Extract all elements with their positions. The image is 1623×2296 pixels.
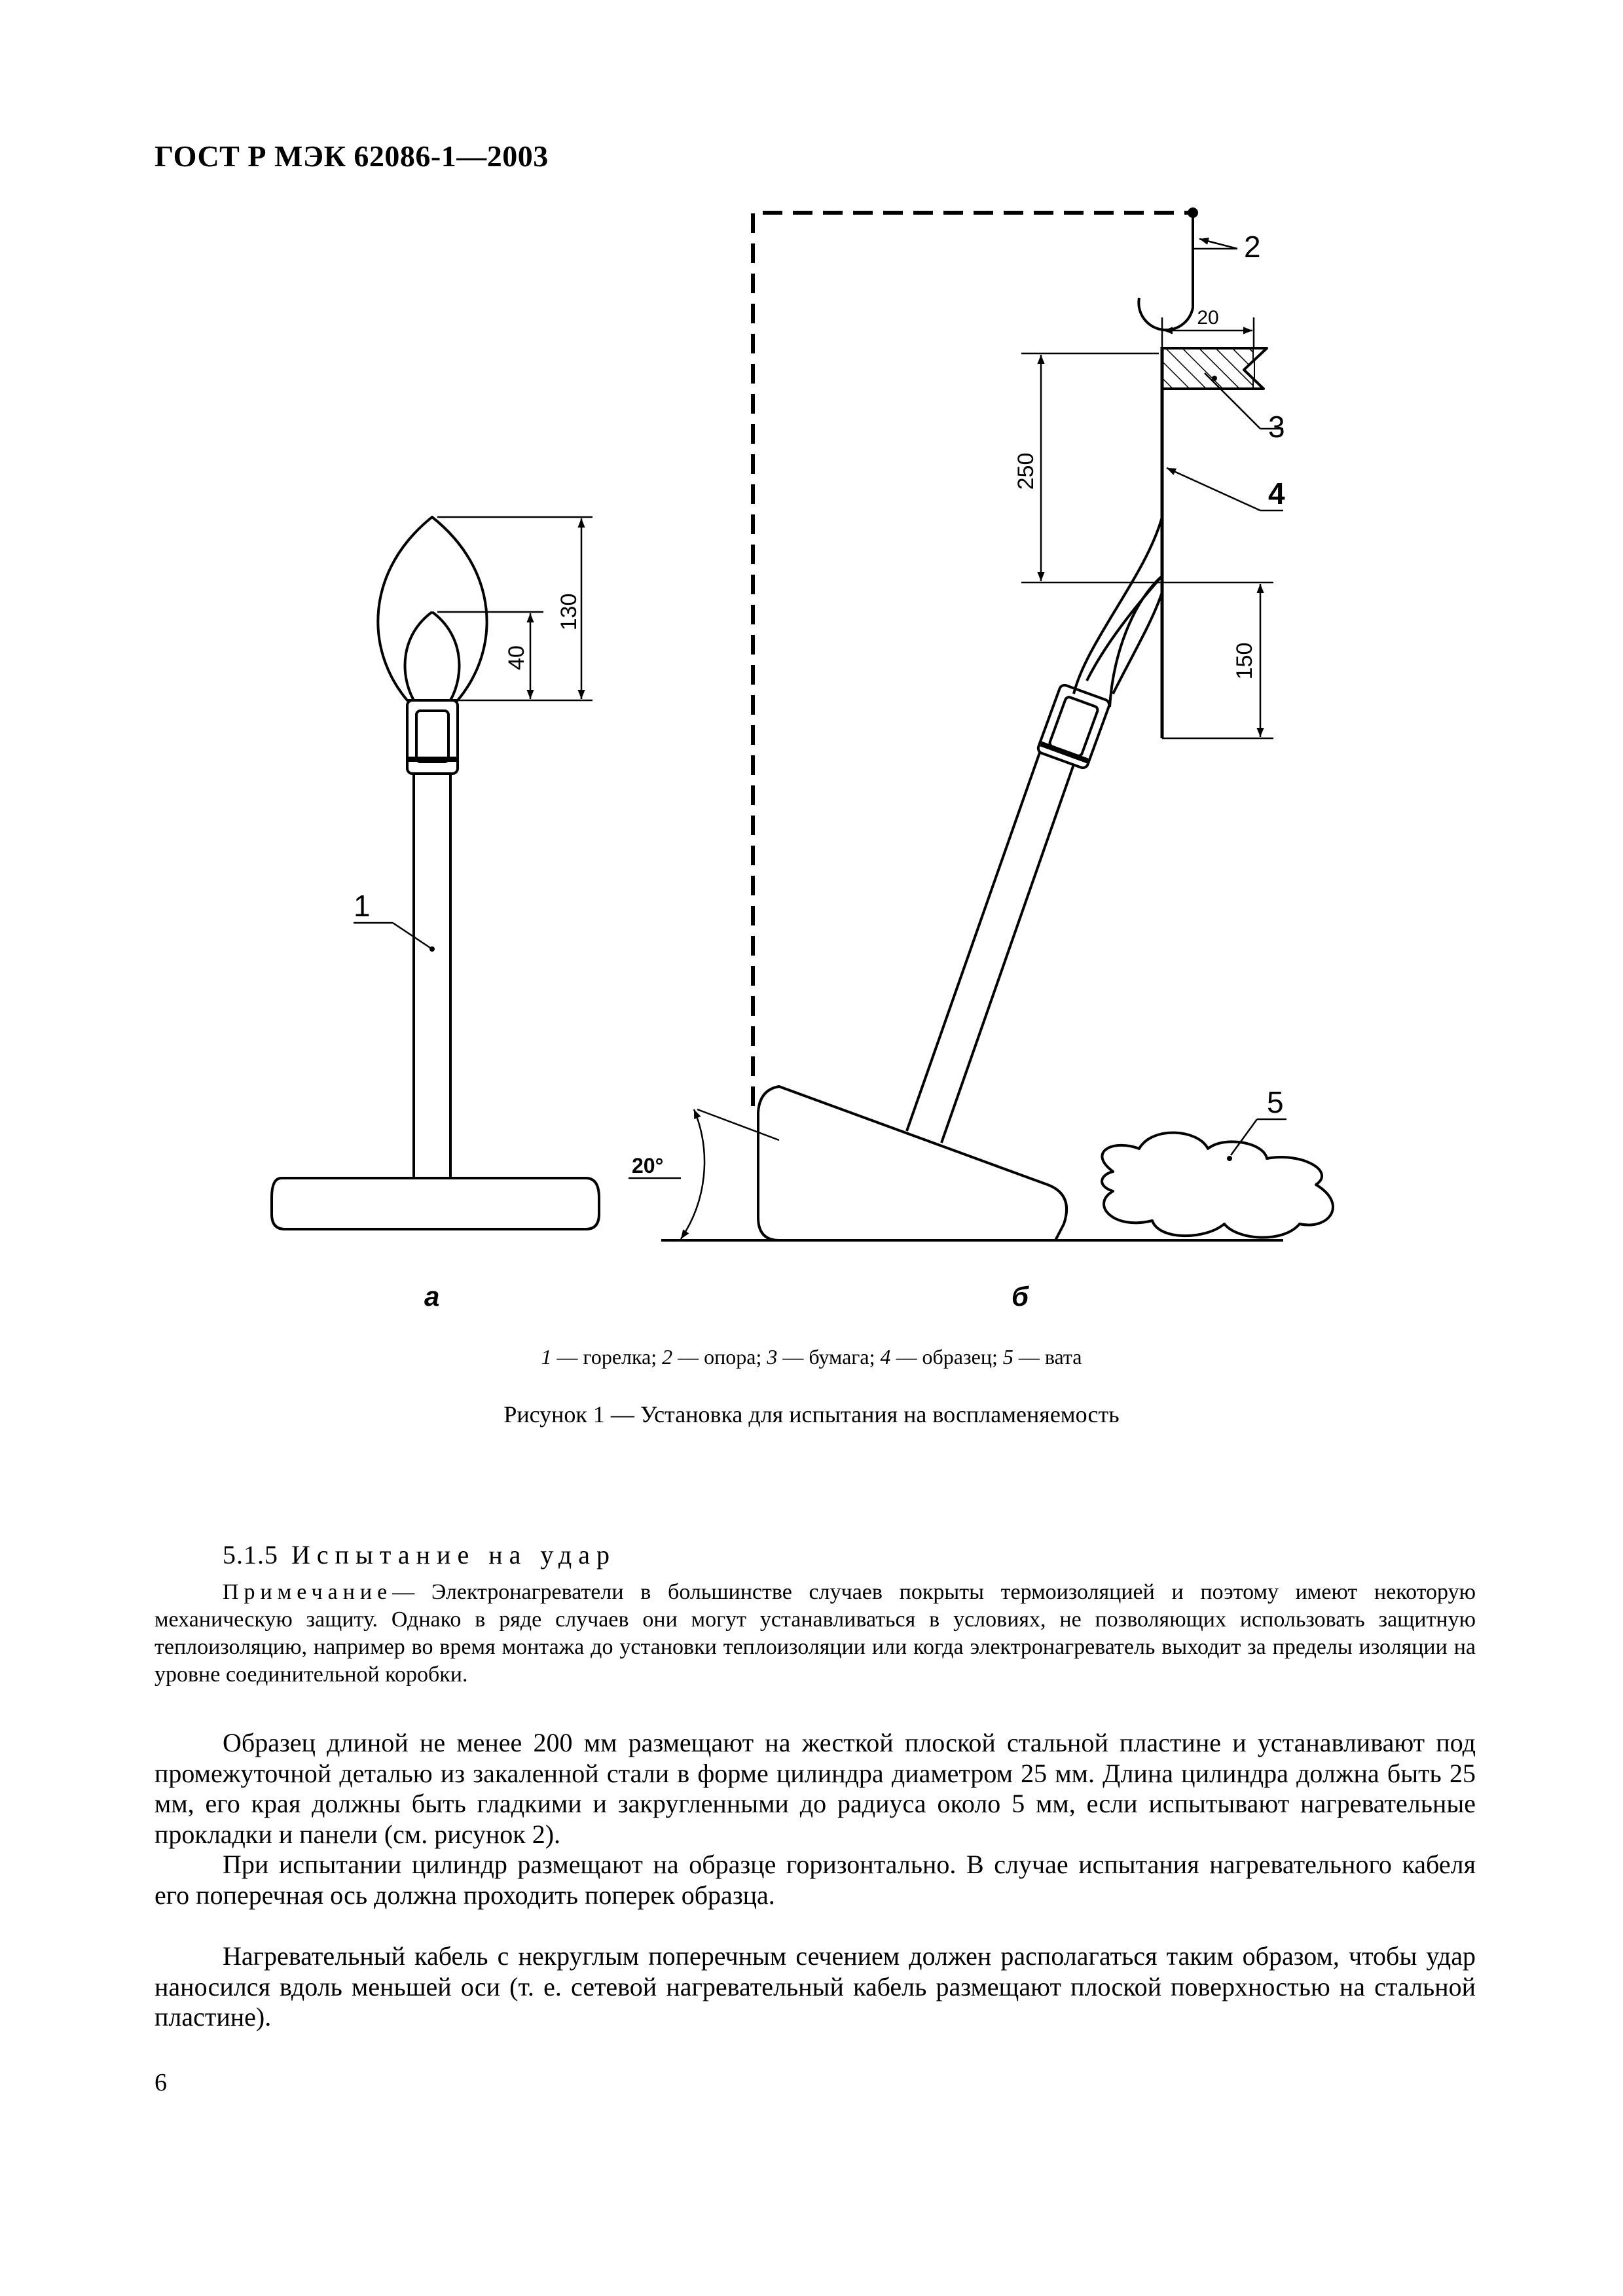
- legend-5-num: 5: [1002, 1345, 1013, 1369]
- dim-angle: 20°: [632, 1154, 664, 1177]
- paper-piece: [1162, 348, 1254, 389]
- callout-5: 5: [1267, 1085, 1284, 1119]
- callout-1: 1: [354, 889, 371, 923]
- standard-header: ГОСТ Р МЭК 62086-1—2003: [155, 139, 549, 173]
- outer-flame: [378, 517, 486, 700]
- inner-flame: [405, 612, 460, 700]
- legend-5-text: — вата: [1018, 1345, 1082, 1369]
- support-hook: [1139, 216, 1193, 330]
- label-b: б: [1012, 1281, 1029, 1312]
- legend-2-num: 2: [662, 1345, 673, 1369]
- legend-2-text: — опора;: [678, 1345, 762, 1369]
- legend-4-num: 4: [880, 1345, 891, 1369]
- note-text: — Электронагреватели в большинстве случаев покрыты термоизоляцией и поэтому имеют некоторую механическую защиту. Однако в ряде случаев они могут устанавливаться в условиях, не позволяющих использовать защитную теплоизоляцию, например во время монтажа до установки теплоизоляции или когда электронагреватель выходит за пределы изоляции на уровне соединительной коробки.: [155, 1580, 1476, 1687]
- support-frame: [753, 213, 1188, 1106]
- cotton-wool: [1102, 1133, 1333, 1238]
- section-title: Испытание на удар: [291, 1540, 616, 1570]
- page-number: 6: [155, 2069, 167, 2096]
- section-heading: [223, 1539, 616, 1570]
- callout-2: 2: [1244, 230, 1261, 264]
- dim-130: 130: [556, 593, 581, 631]
- legend-1-text: — горелка;: [556, 1345, 657, 1369]
- section-note: [155, 1579, 1476, 1689]
- legend-3-num: 3: [767, 1345, 778, 1369]
- dim-40: 40: [504, 645, 529, 670]
- callout-3: 3: [1268, 410, 1285, 444]
- paragraph-3: Нагревательный кабель с некруглым поперечным сечением должен располагаться таким образом, чтобы удар наносился вдоль меньшей оси (т. е. сетевой нагревательный кабель размещают плоской поверхностью на стальной пластине).: [155, 1941, 1476, 2032]
- label-a: а: [424, 1281, 440, 1312]
- callout-4: 4: [1268, 476, 1285, 511]
- figure-caption: Рисунок 1 — Установка для испытания на воспламеняемость: [503, 1401, 1120, 1427]
- paragraph-2: При испытании цилиндр размещают на образце горизонтально. В случае испытания нагревательного кабеля его поперечная ось должна проходить поперек образца.: [155, 1850, 1476, 1910]
- burner-base: [272, 1178, 599, 1229]
- dimensions-a: [354, 517, 593, 948]
- burner-a: [272, 517, 599, 1229]
- burner-tilted: [758, 517, 1162, 1240]
- burner-tilted-base: [758, 1086, 1067, 1240]
- dim-20: 20: [1197, 307, 1219, 329]
- legend-3-text: — бумага;: [782, 1345, 875, 1369]
- note-label: Примечание: [223, 1580, 393, 1604]
- legend-4-text: — образец;: [896, 1345, 998, 1369]
- paragraph-1: Образец длиной не менее 200 мм размещают на жесткой плоской стальной пластине и устанавливают под промежуточной деталью из закаленной стали в форме цилиндра диаметром 25 мм. Длина цилиндра должна быть 25 мм, его края должны быть гладкими и закругленными до радиуса около 5 мм, если испытывают нагревательные прокладки и панели (см. рисунок 2).: [155, 1728, 1476, 1849]
- dim-150: 150: [1232, 642, 1257, 680]
- legend-1-num: 1: [541, 1345, 552, 1369]
- section-number: 5.1.5: [223, 1540, 278, 1570]
- dim-250: 250: [1013, 452, 1038, 490]
- figure-legend: [0, 1345, 1623, 1369]
